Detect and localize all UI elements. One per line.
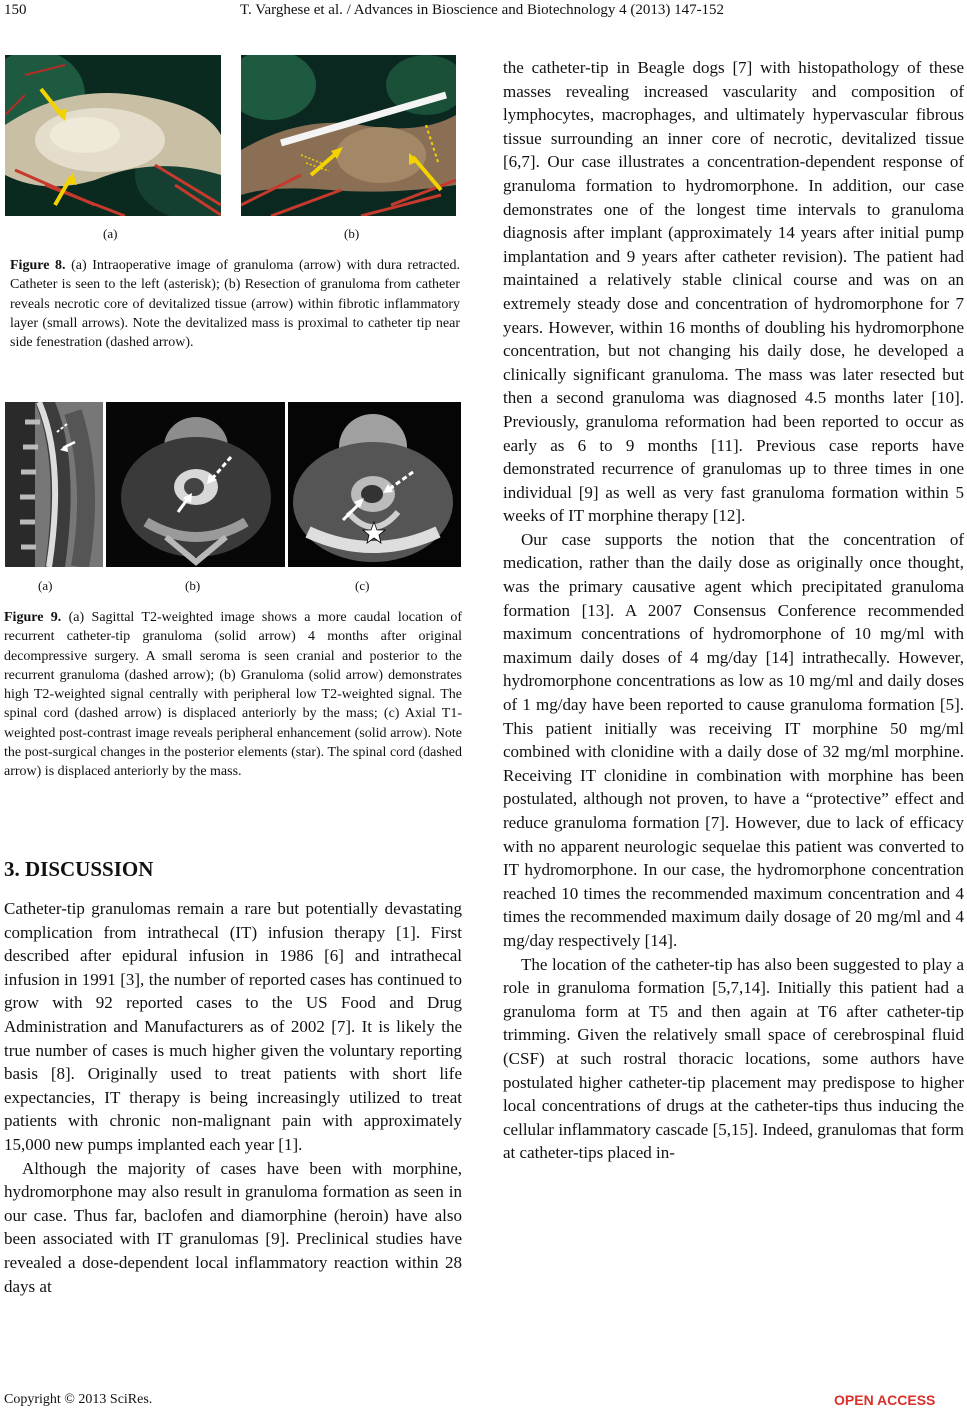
- figure-9a-label: (a): [38, 578, 53, 593]
- figure-8-caption-label: Figure 8.: [10, 258, 72, 273]
- figure-9c-label: (c): [355, 578, 370, 593]
- figure-9c-image: [288, 402, 461, 567]
- figure-9b-image: [106, 402, 285, 567]
- paragraph: the catheter-tip in Beagle dogs [7] with histopathology of these masses revealing increased vascularity and composition of lymphocytes, macrophages, and ultimately hypervascular fibrous tissue surrounding an inner core of necrotic, devitalized tissue [6,7]. Our case illustrates a concentration-dependent response of granuloma formation to hydromorphone. In addition, our case demonstrates one of the longest time intervals to granuloma diagnosis after implant (approximately 14 years after initial pump implantation and 9 years after catheter revision). The patient had maintained a relatively stable clinical course and was on an extremely steady dose and concentration of hydromorphone for 7 years. However, within 16 months of doubling his hydromorphone concentration, but not changing his daily dose, he developed a clinically significant granuloma. The mass was later resected but then a second granuloma was diagnosed 4.5 months later [10]. Previously, granuloma reformation had been reported to occur as early as 6 to 9 months [11]. Previous case reports have demonstrated recurrence of granulomas up to three times in one individual [9] as well as very fast granuloma formation within 5 weeks of IT morphine therapy [12].: [503, 58, 964, 526]
- figure-9b-label: (b): [185, 578, 201, 593]
- running-title: T. Varghese et al. / Advances in Bioscience and Biotechnology 4 (2013) 147-152: [240, 2, 725, 18]
- figure-9-caption: [4, 608, 462, 782]
- paragraph: The location of the catheter-tip has also been suggested to play a role in granuloma formation [5,7,14]. Initially this patient had a granuloma form at T5 and then again at T6 after catheter-tip trimming. Given the relatively small space of cerebrospinal fluid (CSF) at such rostral thoracic locations, some authors have postulated higher catheter-tip placement may predispose to higher local concentrations of drugs at the catheter-tips thus inducing the cellular inflammatory cascade [5,15]. Indeed, granulomas that form at catheter-tips placed in-: [503, 954, 964, 1163]
- open-access-badge: OPEN ACCESS: [834, 1392, 936, 1408]
- section-heading: 3. DISCUSSION: [4, 857, 154, 881]
- right-column-body: [503, 56, 964, 1165]
- figure-8-caption: [10, 256, 460, 352]
- figure-8a-label: (a): [103, 226, 118, 241]
- figure-9-caption-text: (a) Sagittal T2-weighted image shows a more caudal location of recurrent catheter-tip granuloma (solid arrow) 4 months after original decompressive surgery. A small seroma is seen cranial and posterior to the recurrent granuloma (dashed arrow); (b) Granuloma (solid arrow) demonstrates high T2-weighted signal centrally with peripheral low T2-weighted signal. The spinal cord (dashed arrow) is displaced anteriorly by the mass; (c) Axial T1-weighted post-contrast image reveals peripheral enhancement (solid arrow). Note the post-surgical changes in the posterior elements (star). The spinal cord (dashed arrow) is displaced anteriorly by the mass.: [4, 610, 462, 780]
- paragraph: Although the majority of cases have been with morphine, hydromorphone may also result in granuloma formation as seen in our case. Thus far, baclofen and diamorphine (heroin) have also been associated with IT granulomas [9]. Preclinical studies have revealed a dose-dependent local inflammatory reaction within 28 days at: [4, 1158, 462, 1296]
- figure-8b-label: (b): [344, 226, 360, 241]
- page-number: 150: [4, 2, 27, 18]
- left-column-body: [4, 897, 462, 1298]
- figure-9-caption-label: Figure 9.: [4, 610, 69, 625]
- figure-8b-image: [241, 55, 456, 216]
- figure-9a-image: [5, 402, 103, 567]
- paragraph: Catheter-tip granulomas remain a rare but potentially devastating complication from intrathecal (IT) infusion therapy [1]. First described after epidural infusion in 1986 [6] and intrathecal infusion in 1991 [3], the number of reported cases has continued to grow with 92 reported cases to the US Food and Drug Administration and Manufacturers as of 2002 [7]. It is likely the true number of cases is much higher given the voluntary reporting basis [8]. Originally used to treat patients with short life expectancies, IT therapy is being increasingly utilized to treat patients with chronic non-malignant pain with approximately 15,000 new pumps implanted each year [1].: [4, 899, 462, 1154]
- figure-8-caption-text: (a) Intraoperative image of granuloma (arrow) with dura retracted. Catheter is seen to the left (asterisk); (b) Resection of granuloma from catheter reveals necrotic core of devitalized tissue (arrow) within fibrotic inflammatory layer (small arrows). Note the devitalized mass is proximal to catheter tip near side fenestration (dashed arrow).: [10, 258, 460, 351]
- copyright-notice: Copyright © 2013 SciRes.: [4, 1392, 153, 1407]
- figure-8a-image: [5, 55, 221, 216]
- paragraph: Our case supports the notion that the concentration of medication, rather than the daily dose as originally once thought, was the primary causative agent which precipitated granuloma formation [13]. A 2007 Consensus Conference recommended maximum concentrations of hydromorphone of 10 mg/ml with maximum daily doses of 4 mg/day [14] intrathecally. However, hydromorphone concentrations as low as 10 mg/ml and daily doses of 1 mg/day have been reported to cause granuloma formation [5]. This patient initially was receiving IT morphine 50 mg/ml combined with clonidine with a daily dose of 32 mg/ml morphine. Receiving IT clonidine in combination with morphine has been postulated, although not proven, to have a “protective” effect and reduce granuloma formation [7]. However, due to lack of efficacy with no apparent neurologic sequelae this patient was converted to IT hydromorphone. In our case, the hydromorphone concentration reached 10 times the recommended maximum concentration and 4 times the recommended maximum daily dosage of 20 mg/ml and 4 mg/day respectively [14].: [503, 529, 964, 950]
